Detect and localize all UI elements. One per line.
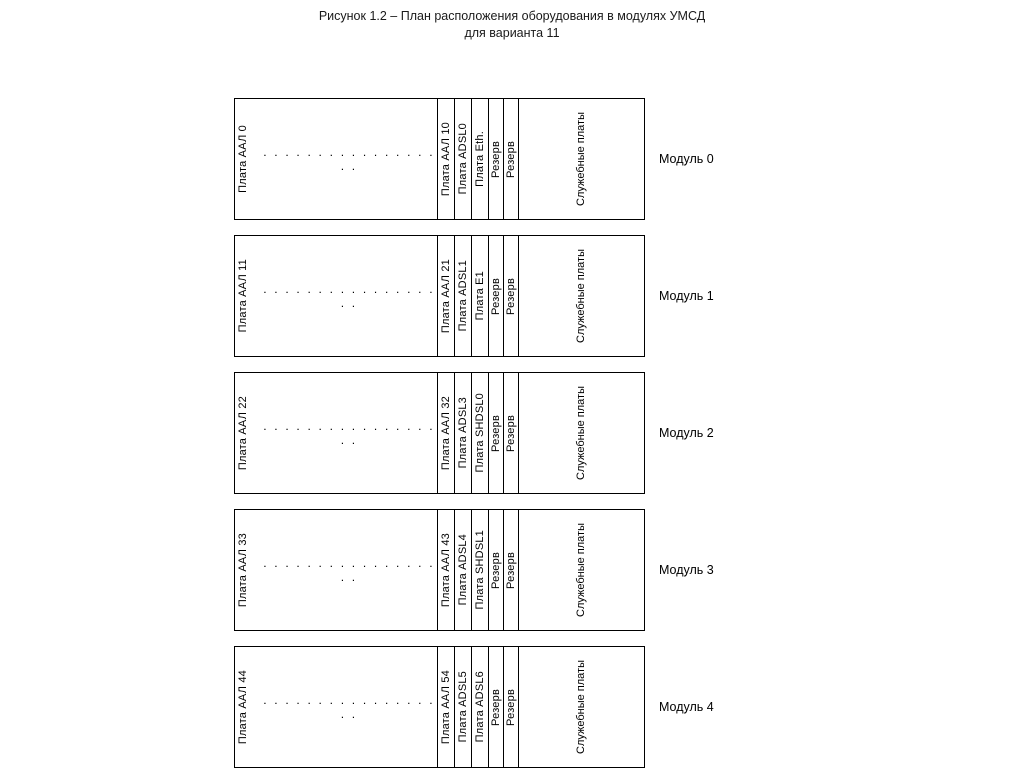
slot-ellipsis: . . . . . . . . . . . . . . . . . . xyxy=(263,556,435,584)
slot-label: Плата ААЛ 21 xyxy=(440,258,452,334)
module-name-4: Модуль 4 xyxy=(659,700,714,714)
slot-label: Резерв xyxy=(490,414,502,452)
module-box-3 xyxy=(234,509,645,631)
slot-reserve-3-a xyxy=(489,510,504,630)
slot-label: Резерв xyxy=(505,551,517,589)
slot-reserve-0-b xyxy=(504,99,519,219)
slot-service-0 xyxy=(519,99,644,219)
slot-label: Служебные платы xyxy=(575,660,587,754)
slot-ellipsis: . . . . . . . . . . . . . . . . . . xyxy=(263,145,435,173)
slot-aal-end-3 xyxy=(438,510,455,630)
equipment-layout-diagram xyxy=(234,98,794,783)
slot-label: Плата ААЛ 54 xyxy=(440,669,452,745)
slot-adsl-1 xyxy=(455,236,472,356)
slot-aal-start-0 xyxy=(235,99,438,219)
slot-adsl-3 xyxy=(455,510,472,630)
slot-service-1 xyxy=(519,236,644,356)
slot-label: Плата ААЛ 11 xyxy=(237,259,249,333)
slot-adsl-4-a xyxy=(455,647,472,767)
slot-label: Плата ААЛ 43 xyxy=(440,532,452,608)
slot-aal-start-4 xyxy=(235,647,438,767)
module-box-0 xyxy=(234,98,645,220)
slot-reserve-1-b xyxy=(504,236,519,356)
slot-reserve-2-a xyxy=(489,373,504,493)
slot-label: Плата SHDSL0 xyxy=(474,393,486,473)
slot-label: Резерв xyxy=(490,551,502,589)
slot-iface-0 xyxy=(472,99,489,219)
module-box-1 xyxy=(234,235,645,357)
module-row xyxy=(234,509,794,631)
slot-shdsl-3 xyxy=(472,510,489,630)
slot-adsl-0 xyxy=(455,99,472,219)
module-name-0: Модуль 0 xyxy=(659,152,714,166)
slot-reserve-4-b xyxy=(504,647,519,767)
figure-title xyxy=(0,8,1024,42)
slot-label: Плата Eth. xyxy=(474,131,486,187)
slot-aal-start-2 xyxy=(235,373,438,493)
slot-label: Резерв xyxy=(490,277,502,315)
slot-label: Служебные платы xyxy=(575,249,587,343)
slot-label: Плата ADSL0 xyxy=(457,123,469,195)
slot-service-3 xyxy=(519,510,644,630)
slot-label: Резерв xyxy=(505,688,517,726)
slot-reserve-2-b xyxy=(504,373,519,493)
slot-label: Резерв xyxy=(505,414,517,452)
slot-label: Плата ААЛ 33 xyxy=(237,532,249,608)
slot-label: Плата ADSL5 xyxy=(457,671,469,743)
slot-label: Служебные платы xyxy=(575,523,587,617)
slot-label: Плата ААЛ 10 xyxy=(440,121,452,197)
module-name-2: Модуль 2 xyxy=(659,426,714,440)
slot-label: Плата SHDSL1 xyxy=(474,530,486,610)
slot-service-2 xyxy=(519,373,644,493)
slot-aal-start-1 xyxy=(235,236,438,356)
slot-aal-start-3 xyxy=(235,510,438,630)
slot-label: Плата ААЛ 32 xyxy=(440,395,452,471)
slot-label: Плата ADSL6 xyxy=(474,671,486,743)
module-row xyxy=(234,235,794,357)
slot-adsl-2 xyxy=(455,373,472,493)
slot-label: Служебные платы xyxy=(575,112,587,206)
slot-service-4 xyxy=(519,647,644,767)
slot-label: Резерв xyxy=(490,140,502,178)
slot-reserve-0-a xyxy=(489,99,504,219)
slot-iface-1 xyxy=(472,236,489,356)
module-row xyxy=(234,372,794,494)
module-row xyxy=(234,646,794,768)
module-row xyxy=(234,98,794,220)
slot-label: Плата ААЛ 22 xyxy=(237,395,249,471)
slot-shdsl-2 xyxy=(472,373,489,493)
figure-title-line-1: Рисунок 1.2 – План расположения оборудования в модулях УМСД xyxy=(318,9,706,23)
slot-aal-end-2 xyxy=(438,373,455,493)
slot-label: Плата Е1 xyxy=(474,271,486,321)
slot-reserve-3-b xyxy=(504,510,519,630)
slot-aal-end-1 xyxy=(438,236,455,356)
slot-label: Служебные платы xyxy=(575,386,587,480)
module-box-2 xyxy=(234,372,645,494)
slot-aal-end-4 xyxy=(438,647,455,767)
slot-label: Плата ADSL1 xyxy=(457,260,469,332)
slot-ellipsis: . . . . . . . . . . . . . . . . . . xyxy=(263,693,435,721)
slot-reserve-1-a xyxy=(489,236,504,356)
slot-label: Резерв xyxy=(505,277,517,315)
module-name-3: Модуль 3 xyxy=(659,563,714,577)
module-box-4 xyxy=(234,646,645,768)
slot-label: Резерв xyxy=(490,688,502,726)
slot-ellipsis: . . . . . . . . . . . . . . . . . . xyxy=(263,419,435,447)
slot-aal-end-0 xyxy=(438,99,455,219)
slot-label: Плата ААЛ 44 xyxy=(237,669,249,745)
slot-ellipsis: . . . . . . . . . . . . . . . . . . xyxy=(263,282,435,310)
slot-label: Плата ADSL3 xyxy=(457,397,469,469)
slot-label: Резерв xyxy=(505,140,517,178)
module-name-1: Модуль 1 xyxy=(659,289,714,303)
slot-adsl-4-b xyxy=(472,647,489,767)
slot-label: Плата ADSL4 xyxy=(457,534,469,606)
slot-reserve-4-a xyxy=(489,647,504,767)
figure-title-line-2: для варианта 11 xyxy=(464,26,560,40)
slot-label: Плата ААЛ 0 xyxy=(237,125,249,193)
